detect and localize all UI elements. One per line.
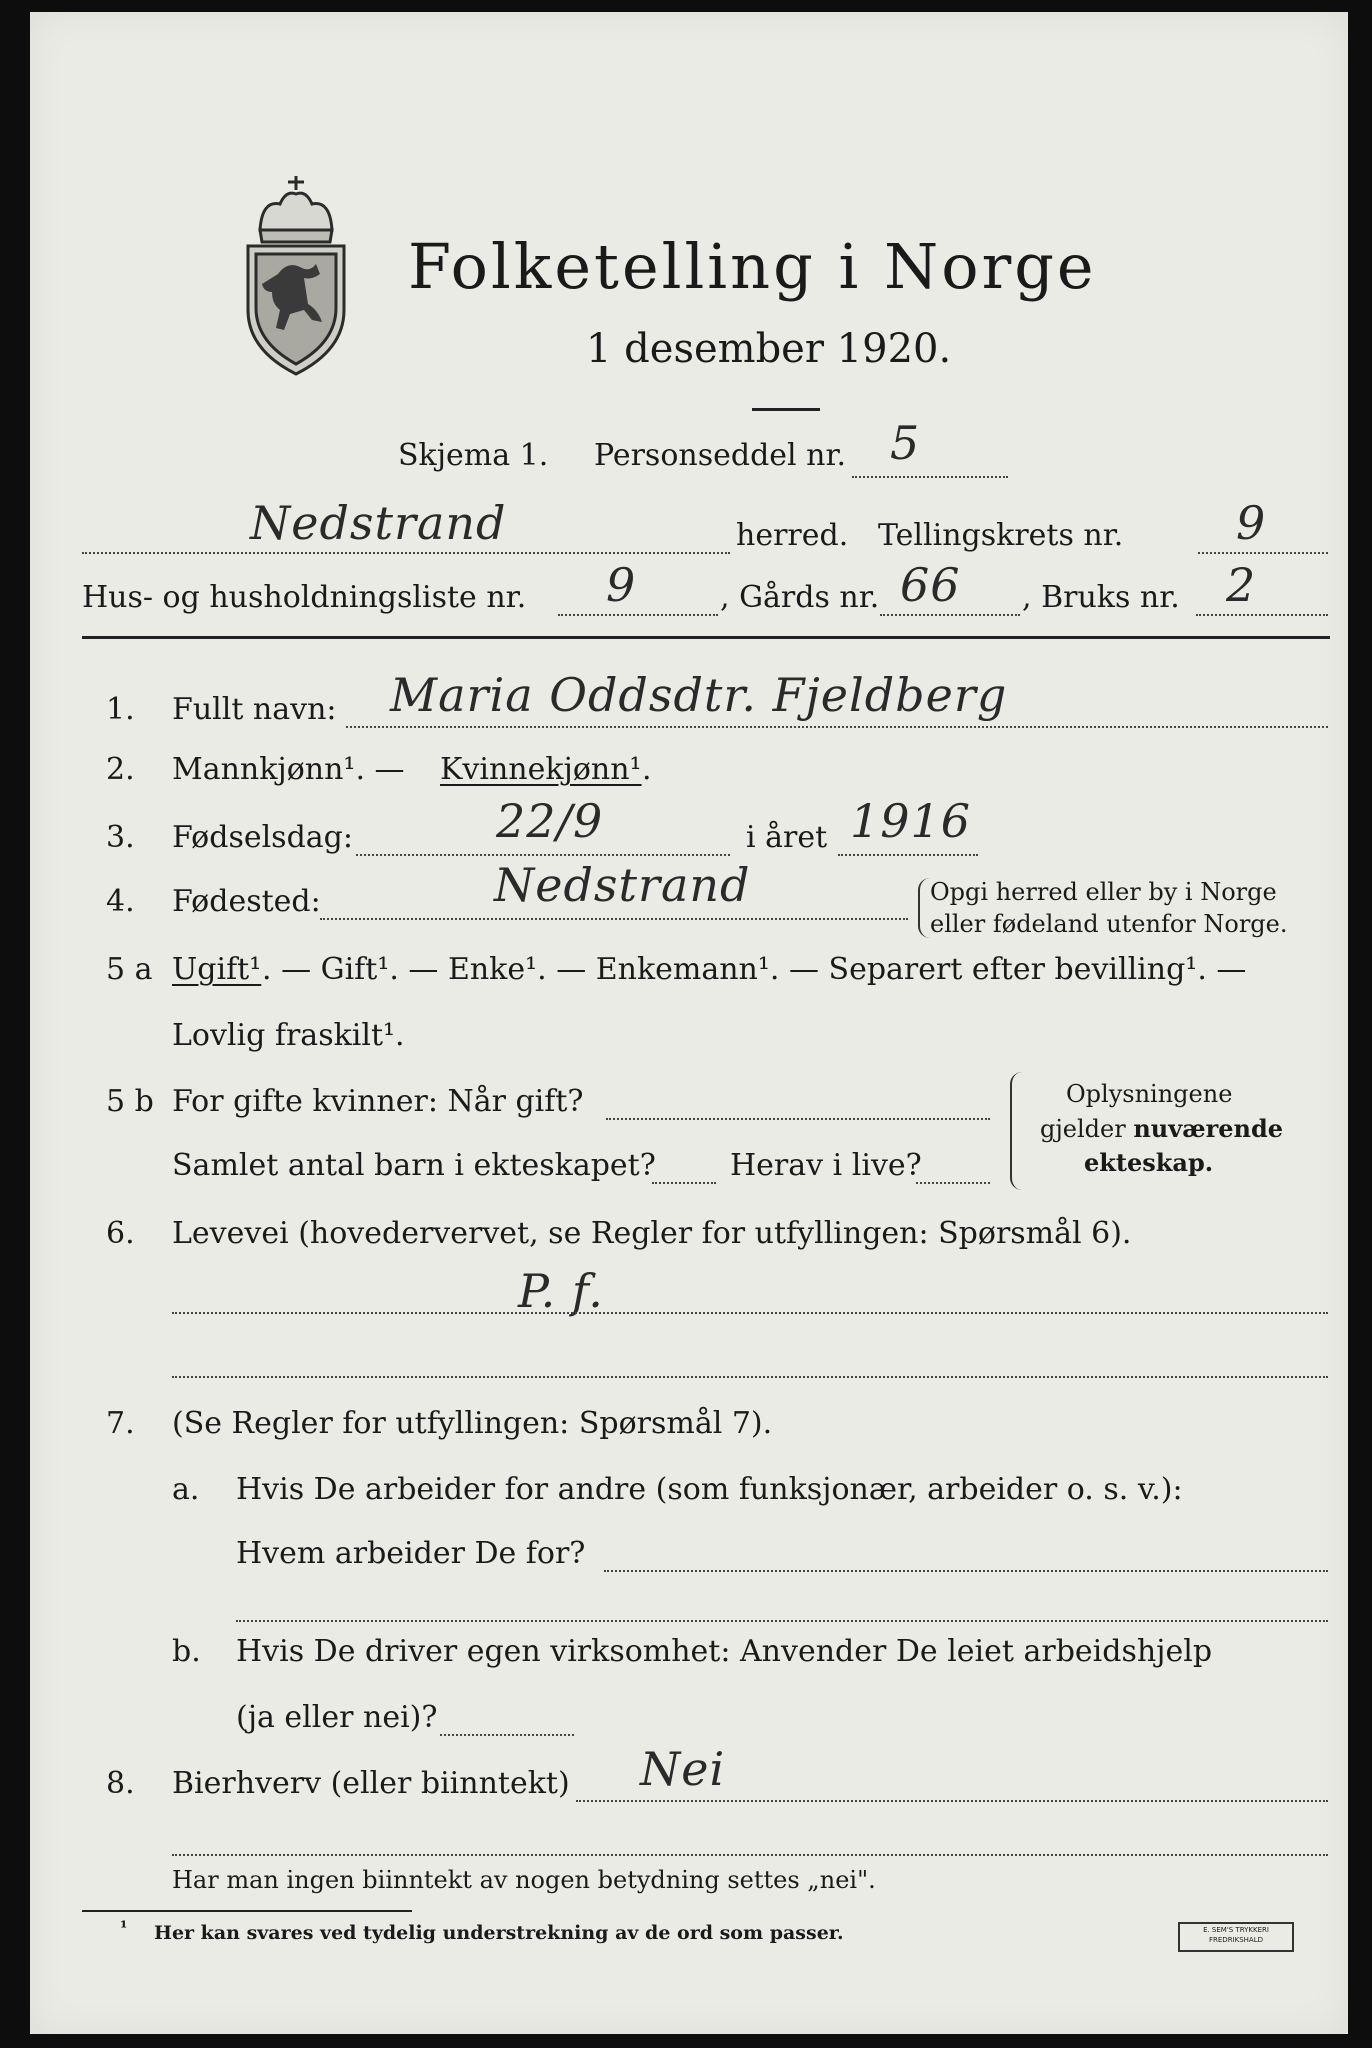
personseddel-label: Personseddel nr. bbox=[594, 438, 847, 473]
q5b-number: 5 b bbox=[106, 1084, 154, 1119]
q3-day-line bbox=[356, 854, 730, 856]
footnote-text: Her kan svares ved tydelig understrekning av de ord som passer. bbox=[154, 1922, 844, 1944]
q7a-extra-line bbox=[236, 1620, 1328, 1622]
gards-value: 66 bbox=[900, 558, 961, 612]
q3-year-label: i året bbox=[746, 820, 828, 855]
birth-year-value: 1916 bbox=[850, 794, 972, 848]
form-title: Folketelling i Norge bbox=[408, 230, 1097, 303]
printer-stamp: E. SEM'S TRYKKERI FREDRIKSHALD bbox=[1178, 1922, 1294, 1952]
q6-line1 bbox=[172, 1312, 1328, 1314]
side-income-value: Nei bbox=[640, 1742, 726, 1796]
q7a-number: a. bbox=[172, 1472, 200, 1507]
herred-line bbox=[82, 552, 730, 554]
q8-number: 8. bbox=[106, 1766, 135, 1801]
q8-label: Bierhverv (eller biinntekt) bbox=[172, 1766, 570, 1801]
footnote-divider bbox=[82, 1910, 412, 1912]
q5b-alive-line bbox=[916, 1182, 990, 1184]
q2-female-option: Kvinnekjønn¹ bbox=[440, 752, 642, 787]
q7a-who-line bbox=[604, 1570, 1328, 1572]
q6-label: Levevei (hovedervervet, se Regler for utfyllingen: Spørsmål 6). bbox=[172, 1216, 1132, 1251]
q8-line bbox=[576, 1800, 1328, 1802]
q1-number: 1. bbox=[106, 692, 135, 727]
q5a-ugift-option: Ugift¹ bbox=[172, 952, 262, 987]
q3-year-line bbox=[838, 854, 978, 856]
q5b-note-line2: gjelder nuværende bbox=[1040, 1114, 1284, 1143]
q7b-label: Hvis De driver egen virksomhet: Anvender De leiet arbeidshjelp bbox=[236, 1634, 1213, 1669]
q4-note-bracket bbox=[918, 878, 930, 938]
q7a-label: Hvis De arbeider for andre (som funksjonær, arbeider o. s. v.): bbox=[236, 1472, 1183, 1507]
nei-note: Har man ingen biinntekt av nogen betydning settes „nei". bbox=[172, 1866, 876, 1894]
q5b-married-label: For gifte kvinner: Når gift? bbox=[172, 1084, 584, 1119]
q4-line bbox=[320, 918, 908, 920]
q7a-who-label: Hvem arbeider De for? bbox=[236, 1536, 586, 1571]
census-form-sheet bbox=[30, 12, 1348, 2034]
gards-line bbox=[880, 614, 1020, 616]
hus-label: Hus- og husholdningsliste nr. bbox=[82, 580, 527, 615]
full-name-value: Maria Oddsdtr. Fjeldberg bbox=[390, 668, 1008, 722]
q5b-married-line bbox=[606, 1118, 990, 1120]
q8-extra-line bbox=[172, 1854, 1328, 1856]
birth-day-value: 22/9 bbox=[496, 794, 604, 848]
q4-note-line2: eller fødeland utenfor Norge. bbox=[930, 910, 1288, 938]
tellingskrets-value: 9 bbox=[1236, 496, 1267, 550]
q7b-number: b. bbox=[172, 1634, 201, 1669]
q5b-note-line3: ekteskap. bbox=[1084, 1148, 1214, 1177]
q5a-other-options: . — Gift¹. — Enke¹. — Enkemann¹. — Separert efter bevilling¹. — bbox=[262, 952, 1247, 987]
q5a-number: 5 a bbox=[106, 952, 153, 987]
gards-label: , Gårds nr. bbox=[720, 580, 880, 615]
birthplace-value: Nedstrand bbox=[494, 858, 751, 912]
footnote-mark: ¹ bbox=[120, 1918, 128, 1938]
q3-label: Fødselsdag: bbox=[172, 820, 353, 855]
q5b-note-line1: Oplysningene bbox=[1066, 1080, 1233, 1108]
hus-line bbox=[558, 614, 718, 616]
q7b-yesno-line bbox=[440, 1734, 574, 1736]
personseddel-line bbox=[852, 476, 1008, 478]
q5b-children-label: Samlet antal barn i ekteskapet? bbox=[172, 1148, 656, 1183]
herred-label: herred. bbox=[736, 518, 849, 553]
bruks-value: 2 bbox=[1226, 558, 1257, 612]
coat-of-arms-icon bbox=[240, 170, 352, 380]
q1-line bbox=[346, 726, 1328, 728]
herred-value: Nedstrand bbox=[250, 496, 507, 550]
q6-number: 6. bbox=[106, 1216, 135, 1251]
census-date: 1 desember 1920. bbox=[586, 326, 952, 372]
q5b-children-line bbox=[652, 1182, 716, 1184]
hus-value: 9 bbox=[606, 558, 637, 612]
personseddel-value: 5 bbox=[890, 416, 921, 470]
q2-number: 2. bbox=[106, 752, 135, 787]
q6-line2 bbox=[172, 1376, 1328, 1378]
q7-label: (Se Regler for utfyllingen: Spørsmål 7). bbox=[172, 1406, 773, 1441]
q2-male-option: Mannkjønn¹. — bbox=[172, 752, 405, 787]
q7b-yesno-label: (ja eller nei)? bbox=[236, 1700, 438, 1735]
bruks-line bbox=[1196, 614, 1328, 616]
title-divider bbox=[752, 408, 820, 411]
tellingskrets-label: Tellingskrets nr. bbox=[878, 518, 1124, 553]
q1-label: Fullt navn: bbox=[172, 692, 337, 727]
q5a-line2: Lovlig fraskilt¹. bbox=[172, 1018, 405, 1053]
bruks-label: , Bruks nr. bbox=[1022, 580, 1180, 615]
q7-number: 7. bbox=[106, 1406, 135, 1441]
tellingskrets-line bbox=[1198, 552, 1328, 554]
q5b-alive-label: Herav i live? bbox=[730, 1148, 922, 1183]
q4-note-line1: Opgi herred eller by i Norge bbox=[930, 878, 1277, 906]
q4-number: 4. bbox=[106, 884, 135, 919]
header-divider bbox=[82, 636, 1330, 639]
q5b-note-bracket bbox=[1010, 1072, 1024, 1190]
schema-label: Skjema 1. bbox=[398, 438, 549, 473]
q3-number: 3. bbox=[106, 820, 135, 855]
occupation-value: P. f. bbox=[518, 1264, 604, 1318]
q2-end: . bbox=[642, 752, 652, 787]
q4-label: Fødested: bbox=[172, 884, 321, 919]
